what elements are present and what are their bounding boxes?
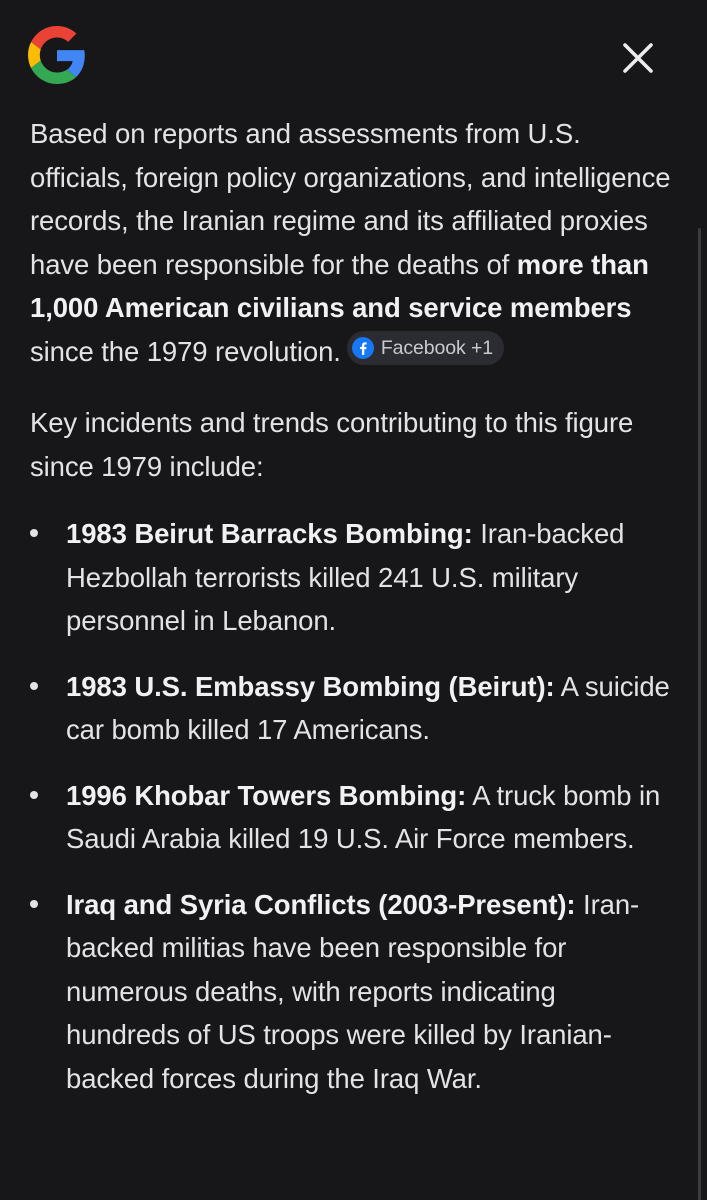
incident-list (30, 512, 675, 1100)
list-item (30, 883, 675, 1101)
ai-overview-content (30, 112, 675, 1122)
lead-paragraph: Key incidents and trends contributing to this figure since 1979 include: (30, 407, 634, 482)
intro-highlight: more than 1,000 American civilians and service members (30, 248, 649, 323)
bullet-icon (30, 791, 38, 799)
list-item (30, 665, 675, 752)
incident-title: 1983 U.S. Embassy Bombing (Beirut): (66, 670, 555, 702)
intro-paragraph (30, 112, 675, 373)
intro-text-before: Based on reports and assessments from U.S. officials, foreign policy organizations, and intelligence records, the Iranian regime and its affiliated proxies have been responsible for the deaths of (30, 118, 671, 280)
close-button[interactable] (616, 36, 660, 80)
source-chip-label: Facebook +1 (380, 336, 493, 359)
top-bar (0, 0, 707, 110)
incident-text: A truck bomb in Saudi Arabia killed 19 U.S. Air Force members. (66, 779, 661, 854)
intro-text-after: since the 1979 revolution. (30, 335, 341, 367)
close-icon (616, 36, 660, 80)
bullet-icon (30, 529, 38, 537)
incident-text: Iran-backed Hezbollah terrorists killed 241 U.S. military personnel in Lebanon. (66, 518, 625, 636)
scrollbar[interactable] (698, 228, 701, 1200)
list-item (30, 774, 675, 861)
incident-text: A suicide car bomb killed 17 Americans. (66, 670, 670, 745)
facebook-icon (352, 337, 374, 359)
google-g-icon (28, 26, 86, 84)
list-item (30, 512, 675, 643)
incident-title: 1983 Beirut Barracks Bombing: (66, 518, 473, 549)
bullet-icon (30, 682, 38, 690)
incident-title: 1996 Khobar Towers Bombing: (66, 779, 467, 811)
incident-title: Iraq and Syria Conflicts (2003-Present): (66, 888, 576, 920)
bullet-icon (30, 900, 38, 908)
incident-text: Iran-backed militias have been responsible for numerous deaths, with reports indicating hundreds of US troops were killed by Iranian-backed forces during the Iraq War. (66, 888, 640, 1094)
source-chip-facebook[interactable] (347, 331, 504, 365)
